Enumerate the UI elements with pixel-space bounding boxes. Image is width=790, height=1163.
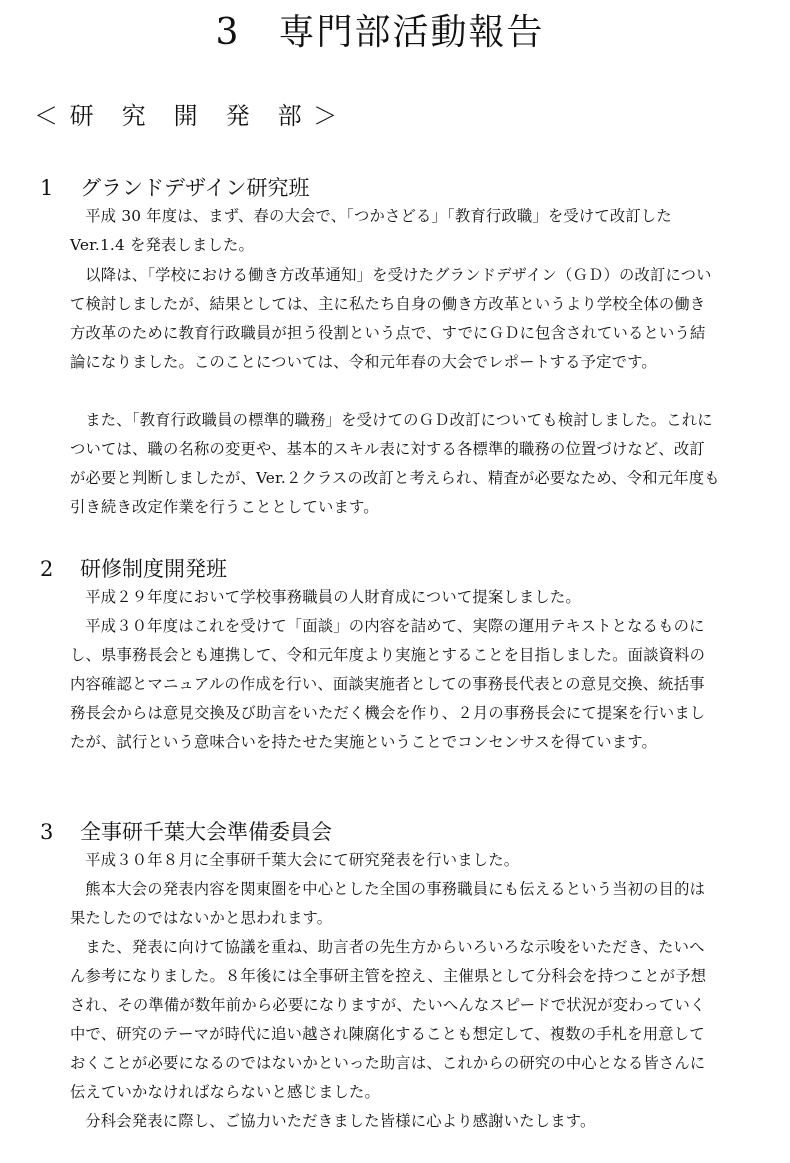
paragraph: 平成３０年度はこれを受けて「面談」の内容を詰めて、実際の運用テキストとなるものにし、県事務長会とも連携して、令和元年度より実施とすることを目指しました。面談資料の内容確認とマニュアルの作成を行い、面談実施者としての事務長代表との意見交換、統括事務長会からは意見交換及び助言をいただく機会を作り、２月の事務長会にて提案を行いましたが、試行という意味合いを持たせた実施ということでコンセンサスを得ています。: [70, 617, 706, 751]
paragraph: 平成２９年度において学校事務職員の人財育成について提案しました。: [85, 588, 581, 606]
page-title: 3 専門部活動報告: [215, 12, 545, 53]
section-heading: [40, 816, 332, 846]
paragraph: また、「教育行政職員の標準的職務」を受けてのＧＤ改訂についても検討しました。これについては、職の名称の変更や、基本的スキル表に対する各標準的職務の位置づけなど、改訂が必要と判断しましたが、Ver.２クラスの改訂と考えられ、精査が必要なため、令和元年度も引き続き改定作業を行うこととしています。: [70, 411, 720, 516]
paragraph: 以降は、「学校における働き方改革通知」を受けたグランドデザイン（ＧＤ）の改訂について検討しましたが、結果としては、主に私たち自身の働き方改革というより学校全体の働き方改革のために教育行政職員が担う役割という点で、すでにＧＤに包含されているという結論になりました。このことについては、令和元年春の大会でレポートする予定です。: [70, 266, 712, 371]
section-title: 全事研千葉大会準備委員会: [80, 820, 332, 844]
paragraph: また、発表に向けて協議を重ね、助言者の先生方からいろいろな示唆をいただき、たいへん参考になりました。８年後には全事研主管を控え、主催県として分科会を持つことが予想され、その準備が数年前から必要になりますが、たいへんなスピードで状況が変わっていく中で、研究のテーマが時代に追い越され陳腐化することも想定して、複数の手札を用意しておくことが必要になるのではないかといった助言は、これからの研究の中心となる皆さんに伝えていかなければならないと感じました。: [70, 938, 707, 1101]
section-heading: [40, 172, 310, 202]
department-heading: ＜ 研 究 開 発 部 ＞: [34, 102, 340, 130]
section-number: 2: [40, 557, 54, 581]
section-title: グランドデザイン研究班: [80, 176, 310, 200]
paragraph: 平成３０年８月に全事研千葉大会にて研究発表を行いました。: [85, 851, 520, 869]
section-heading: [40, 553, 227, 583]
paragraph: 平成 30 年度は、まず、春の大会で、「つかさどる」「教育行政職」を受けて改訂した Ver.1.4 を発表しました。: [70, 207, 672, 254]
paragraph: 分科会発表に際し、ご協力いただきました皆様に心より感謝いたします。: [85, 1112, 596, 1130]
paragraph: 熊本大会の発表内容を関東圏を中心とした全国の事務職員にも伝えるという当初の目的は果たしたのではないかと思われます。: [70, 880, 706, 927]
section-title: 研修制度開発班: [80, 557, 227, 581]
section-number: 1: [40, 176, 54, 200]
section-number: 3: [40, 820, 54, 844]
